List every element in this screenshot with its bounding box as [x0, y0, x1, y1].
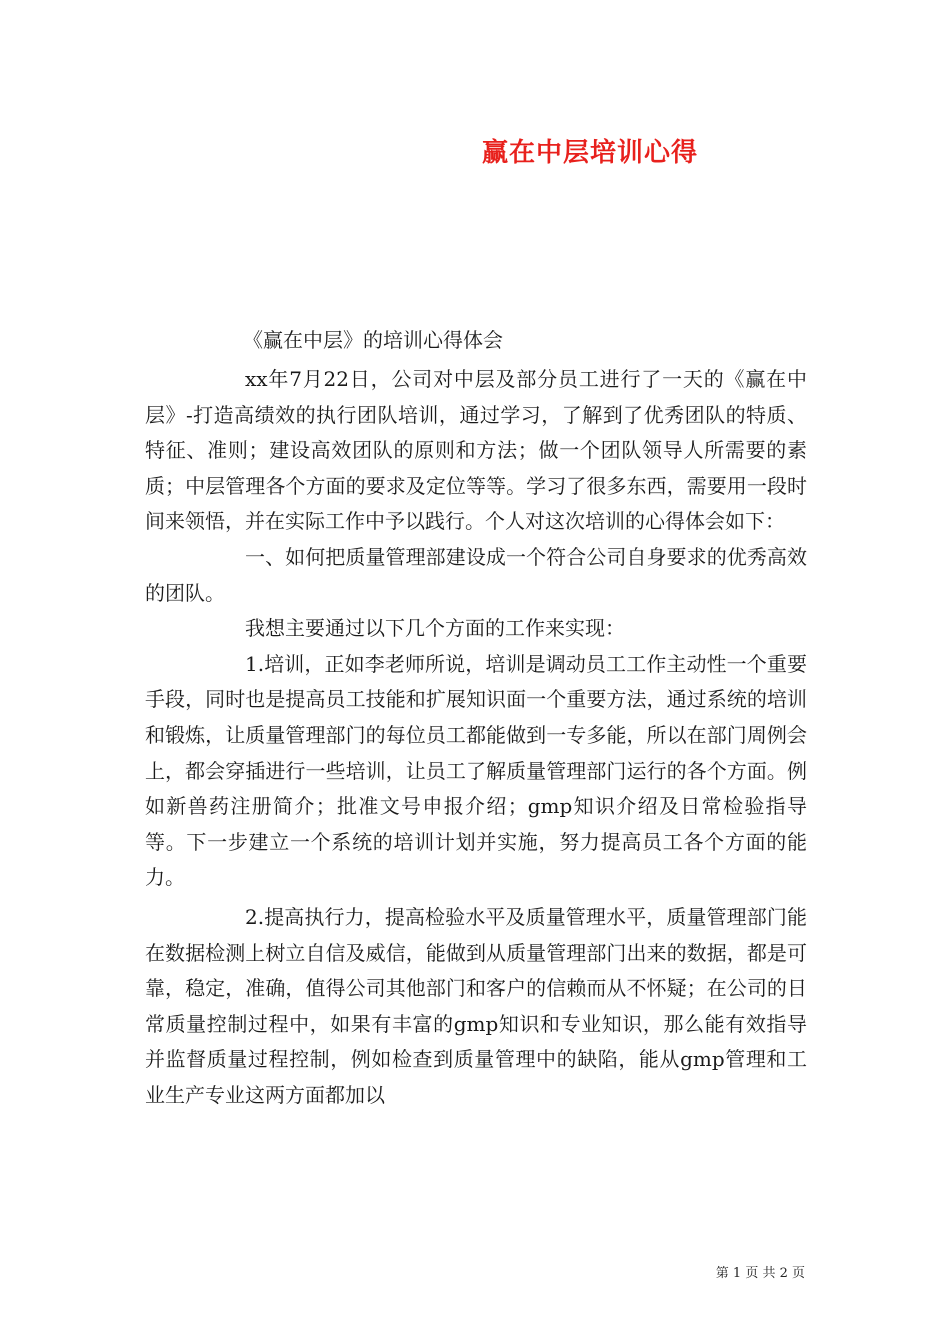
document-body — [145, 362, 807, 1113]
paragraph-approach: 我想主要通过以下几个方面的工作来实现： — [245, 616, 625, 641]
paragraph-intro: xx年7月22日，公司对中层及部分员工进行了一天的《赢在中层》-打造高绩效的执行团队培训，通过学习，了解到了优秀团队的特质、特征、准则；建设高效团队的原则和方法；做一个团队领导人所需要的素质；中层管理各个方面的要求及定位等等。学习了很多东西，需要用一段时间来领悟，并在实际工作中予以践行。个人对这次培训的心得体会如下： — [145, 367, 807, 534]
document-subtitle: 《赢在中层》的培训心得体会 — [243, 328, 503, 352]
page-number: 第 1 页 共 2 页 — [715, 1266, 805, 1281]
paragraph-section-one: 一、如何把质量管理部建设成一个符合公司自身要求的优秀高效的团队。 — [145, 544, 807, 605]
paragraph-item-execution: 2.提高执行力，提高检验水平及质量管理水平，质量管理部门能在数据检测上树立自信及威信，能做到从质量管理部门出来的数据，都是可靠，稳定，准确，值得公司其他部门和客户的信赖而从不怀疑；在公司的日常质量控制过程中，如果有丰富的gmp知识和专业知识，那么能有效指导并监督质量过程控制，例如检查到质量管理中的缺陷，能从gmp管理和工业生产专业这两方面都加以 — [145, 904, 807, 1107]
paragraph-item-training: 1.培训，正如李老师所说，培训是调动员工工作主动性一个重要手段，同时也是提高员工技能和扩展知识面一个重要方法，通过系统的培训和锻炼，让质量管理部门的每位员工都能做到一专多能，所以在部门周例会上，都会穿插进行一些培训，让员工了解质量管理部门运行的各个方面。例如新兽药注册简介；批准文号申报介绍；gmp知识介绍及日常检验指导等。下一步建立一个系统的培训计划并实施，努力提高员工各个方面的能力。 — [145, 651, 807, 890]
page-title: 赢在中层培训心得 — [481, 138, 698, 168]
